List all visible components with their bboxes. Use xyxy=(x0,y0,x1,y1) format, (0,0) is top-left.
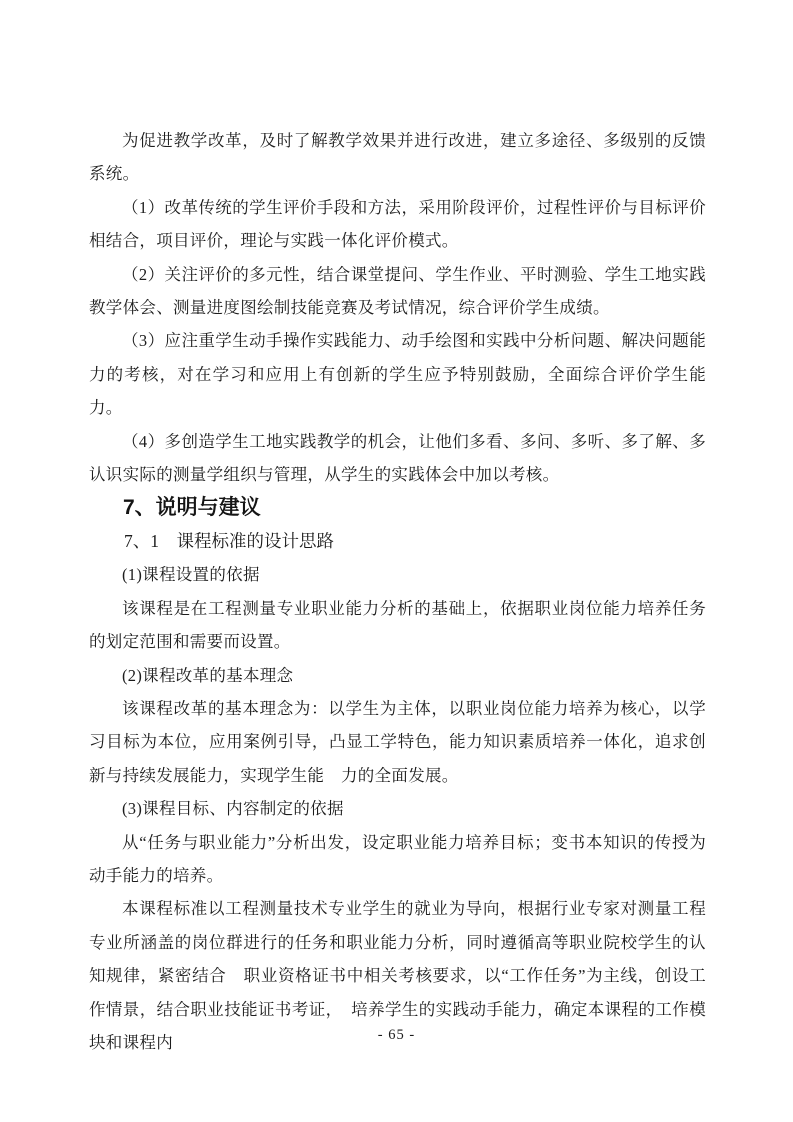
design-basis-1-body: 该课程是在工程测量专业职业能力分析的基础上，依据职业岗位能力培养任务的划定范围和需要而设置。 xyxy=(89,598,706,652)
subsection-heading: 7、1 课程标准的设计思路 xyxy=(124,530,334,551)
page-footer xyxy=(0,1026,793,1044)
evaluation-item-2: （2）关注评价的多元性，结合课堂提问、学生作业、平时测验、学生工地实践教学体会、测量进度图绘制技能竞赛及考试情况，综合评价学生成绩。 xyxy=(89,264,706,318)
document-content xyxy=(89,124,706,1059)
design-basis-2-body: 该课程改革的基本理念为：以学生为主体，以职业岗位能力培养为核心，以学习目标为本位，应用案例引导，凸显工学特色，能力知识素质培养一体化，追求创新与持续发展能力，实现学生能 力的全面发展。 xyxy=(89,698,706,785)
design-basis-3-title: (3)课程目标、内容制定的依据 xyxy=(122,799,344,819)
paragraph-feedback-system: 为促进教学改革，及时了解教学效果并进行改进，建立多途径、多级别的反馈系统。 xyxy=(89,131,706,184)
design-basis-2-title: (2)课程改革的基本理念 xyxy=(122,665,294,685)
evaluation-item-4: （4）多创造学生工地实践教学的机会，让他们多看、多问、多听、多了解、多认识实际的测量学组织与管理，从学生的实践体会中加以考核。 xyxy=(89,431,706,485)
design-basis-1-title: (1)课程设置的依据 xyxy=(122,565,260,585)
evaluation-item-1: （1）改革传统的学生评价手段和方法，采用阶段评价，过程性评价与目标评价相结合，项目评价，理论与实践一体化评价模式。 xyxy=(89,197,706,251)
closing-paragraph: 本课程标准以工程测量技术专业学生的就业为导向，根据行业专家对测量工程专业所涵盖的岗位群进行的任务和职业能力分析，同时遵循高等职业院校学生的认知规律，紧密结合 职业资格证书中相关考核要求，以“工作任务”为主线，创设工作情景，结合职业技能证书考证， 培养学生的实践动手能力，确定本课程的工作模块和课程内 xyxy=(89,899,706,1052)
evaluation-item-3: （3）应注重学生动手操作实践能力、动手绘图和实践中分析问题、解决问题能力的考核，对在学习和应用上有创新的学生应予特别鼓励，全面综合评价学生能力。 xyxy=(89,331,706,418)
page-number: - 65 - xyxy=(377,1027,416,1043)
section-heading: 7、说明与建议 xyxy=(123,496,261,520)
design-basis-3-body: 从“任务与职业能力”分析出发，设定职业能力培养目标；变书本知识的传授为动手能力的培养。 xyxy=(89,832,706,885)
